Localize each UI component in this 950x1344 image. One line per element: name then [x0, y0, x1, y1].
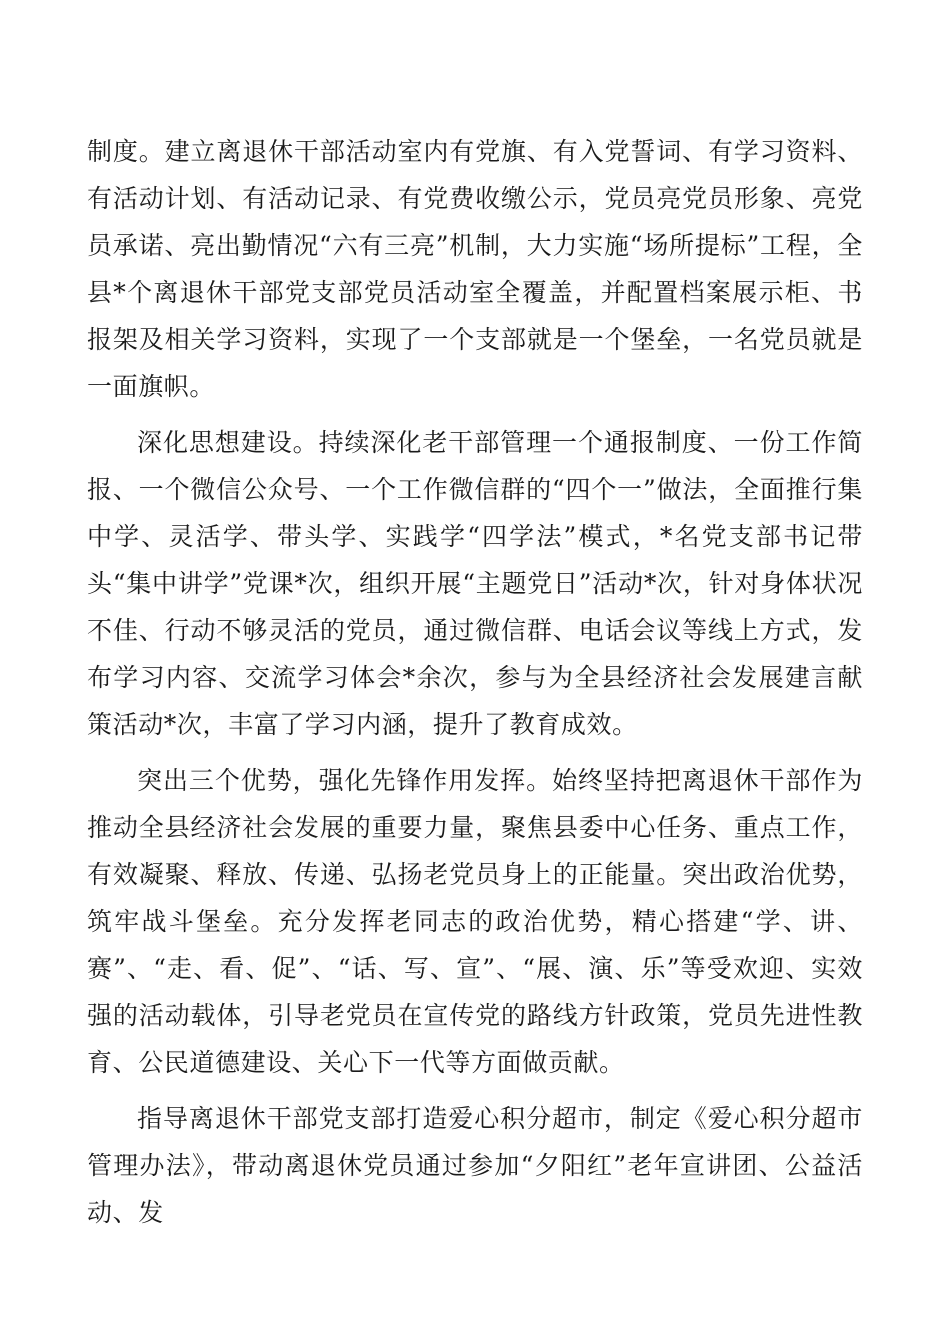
paragraph-three-advantages: 突出三个优势，强化先锋作用发挥。始终坚持把离退休干部作为推动全县经济社会发展的重要力量，聚焦县委中心任务、重点工作，有效凝聚、释放、传递、弘扬老党员身上的正能量。突出政治优势，筑牢战斗堡垒。充分发挥老同志的政治优势，精心搭建“学、讲、赛”、“走、看、促”、“话、写、宣”、“展、演、乐”等受欢迎、实效强的活动载体，引导老党员在宣传党的路线方针政策，党员先进性教育、公民道德建设、关心下一代等方面做贡献。 [87, 766, 863, 1077]
paragraph-love-points-supermarket: 指导离退休干部党支部打造爱心积分超市，制定《爱心积分超市管理办法》，带动离退休党员通过参加“夕阳红”老年宣讲团、公益活动、发 [87, 1104, 863, 1227]
paragraph-ideological-building: 深化思想建设。持续深化老干部管理一个通报制度、一份工作简报、一个微信公众号、一个工作微信群的“四个一”做法，全面推行集中学、灵活学、带头学、实践学“四学法”模式，*名党支部书记带头“集中讲学”党课*次，组织开展“主题党日”活动*次，针对身体状况不佳、行动不够灵活的党员，通过微信群、电话会议等线上方式，发布学习内容、交流学习体会*余次，参与为全县经济社会发展建言献策活动*次，丰富了学习内涵，提升了教育成效。 [87, 428, 863, 739]
paragraph-continuation: 制度。建立离退休干部活动室内有党旗、有入党誓词、有学习资料、有活动计划、有活动记录、有党费收缴公示，党员亮党员形象、亮党员承诺、亮出勤情况“六有三亮”机制，大力实施“场所提标”工程，全县*个离退休干部党支部党员活动室全覆盖，并配置档案展示柜、书报架及相关学习资料，实现了一个支部就是一个堡垒，一名党员就是一面旗帜。 [87, 137, 863, 401]
document-body [87, 128, 863, 1245]
